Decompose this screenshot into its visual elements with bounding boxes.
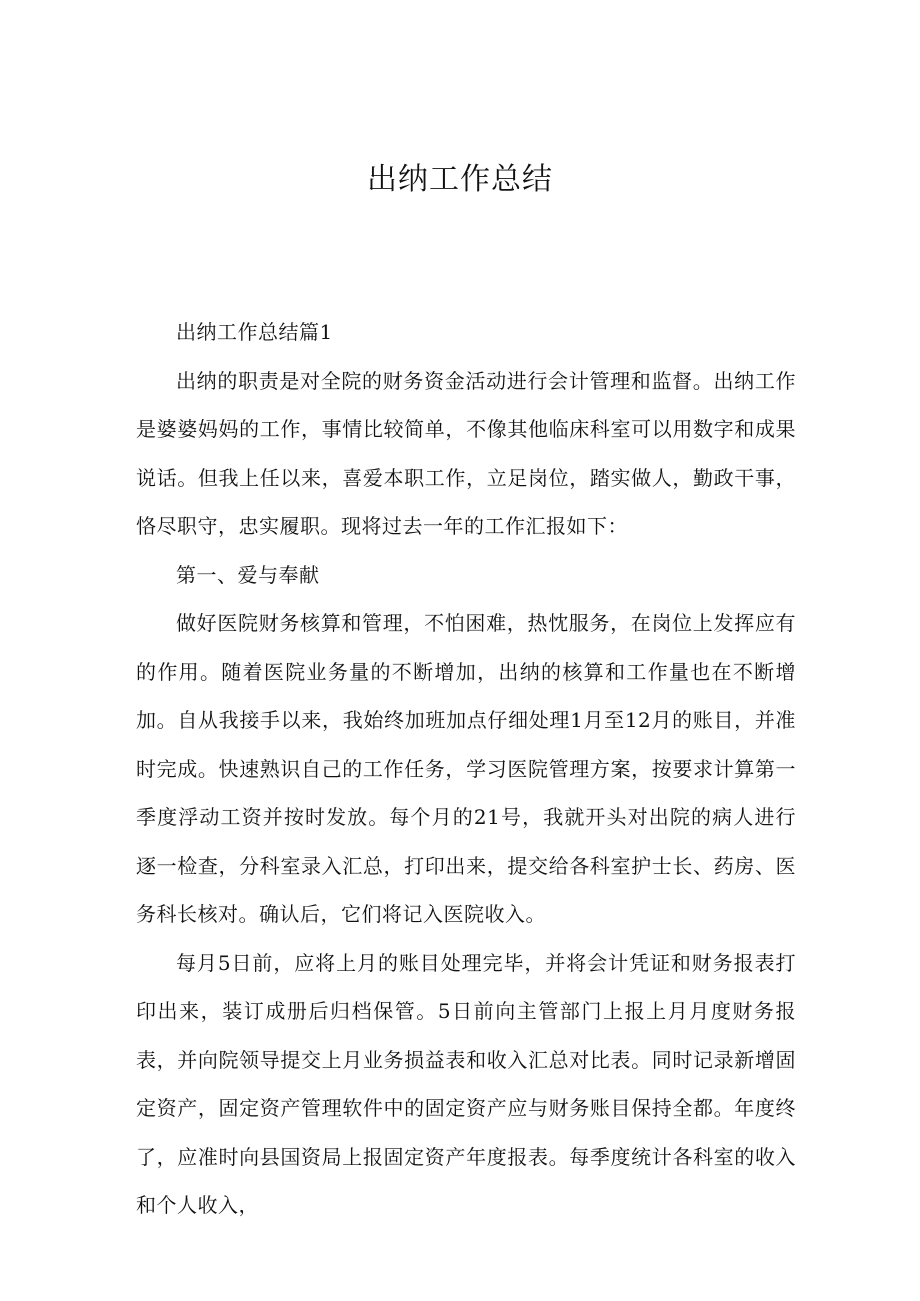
- paragraph: 做好医院财务核算和管理，不怕困难，热忱服务，在岗位上发挥应有的作用。随着医院业务量的不断增加，出纳的核算和工作量也在不断增加。自从我接手以来，我始终加班加点仔细处理1月至12月的账目，并准时完成。快速熟识自己的工作任务，学习医院管理方案，按要求计算第一季度浮动工资并按时发放。每个月的21号，我就开头对出院的病人进行逐一检查，分科室录入汇总，打印出来，提交给各科室护士长、药房、医务科长核对。确认后，它们将记入医院收入。: [136, 611, 796, 926]
- paragraph: 出纳的职责是对全院的财务资金活动进行会计管理和监督。出纳工作是婆婆妈妈的工作，事情比较简单，不像其他临床科室可以用数字和成果说话。但我上任以来，喜爱本职工作，立足岗位，踏实做人，勤政干事，恪尽职守，忠实履职。现将过去一年的工作汇报如下：: [136, 368, 796, 538]
- subsection-heading: 第一、爱与奉献: [176, 562, 320, 587]
- document-body: [136, 308, 796, 1230]
- paragraph: 每月5日前，应将上月的账目处理完毕，并将会计凭证和财务报表打印出来，装订成册后归档保管。5日前向主管部门上报上月月度财务报表，并向院领导提交上月业务损益表和收入汇总对比表。同时记录新增固定资产，固定资产管理软件中的固定资产应与财务账目保持全都。年度终了，应准时向县国资局上报固定资产年度报表。每季度统计各科室的收入和个人收入，: [136, 950, 796, 1217]
- document-title: 出纳工作总结: [367, 162, 553, 197]
- section-heading: 出纳工作总结篇1: [176, 320, 333, 344]
